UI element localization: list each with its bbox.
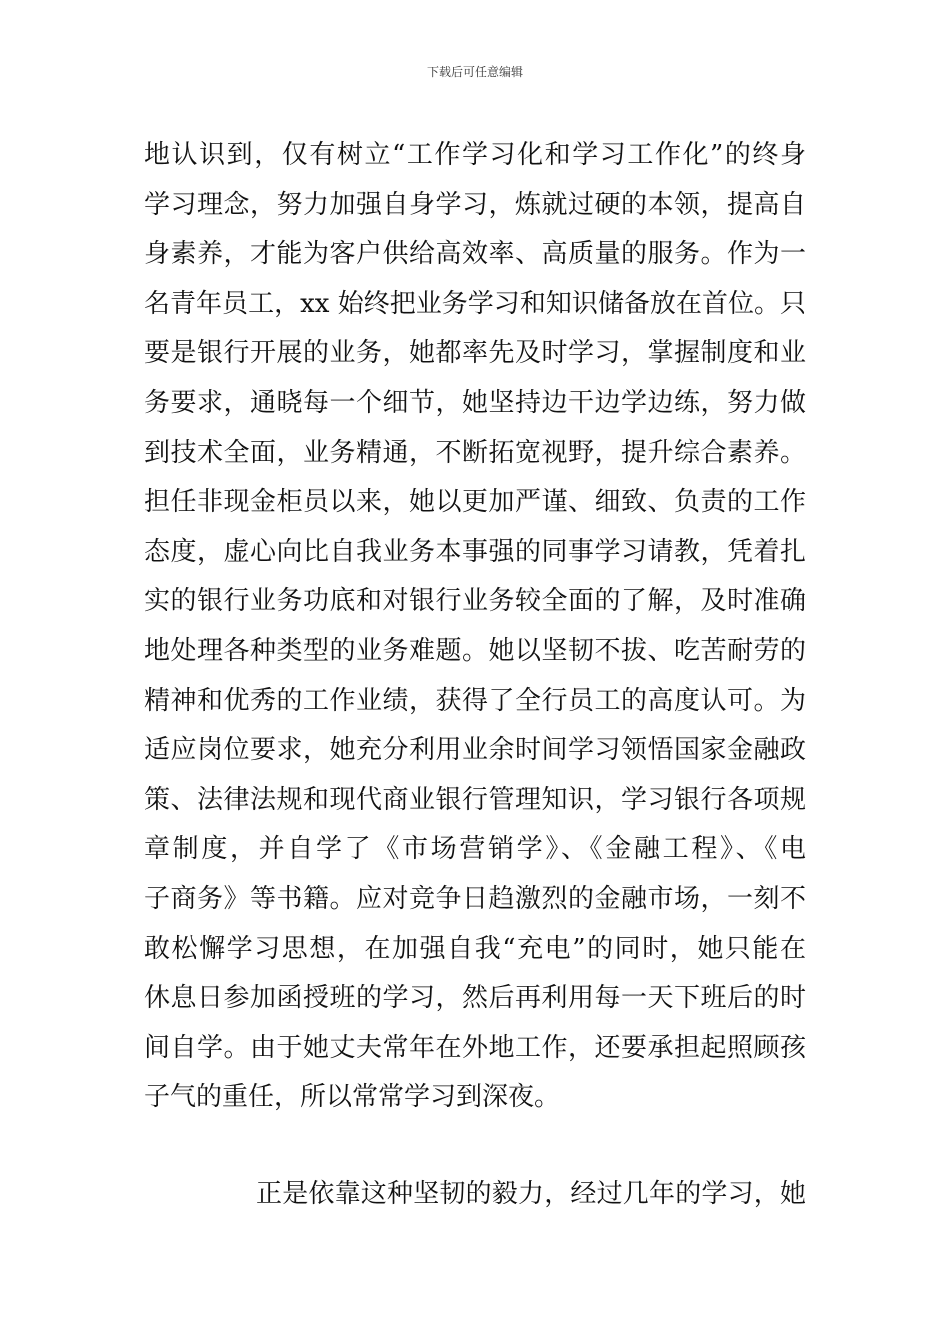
text-line: 子气的重任，所以常常学习到深夜。 xyxy=(144,1082,561,1113)
text-line: 态度，虚心向比自我业务本事强的同事学习请教，凭着扎 xyxy=(144,536,806,567)
text-line: 担任非现金柜员以来，她以更加严谨、细致、负责的工作 xyxy=(144,487,806,518)
body-paragraph-2 xyxy=(144,1170,806,1220)
text-line: 章制度，并自学了《市场营销学》、《金融工程》、《电 xyxy=(144,834,806,865)
page-header-note: 下载后可任意编辑 xyxy=(426,65,523,79)
text-line: 策、法律法规和现代商业银行管理知识，学习银行各项规 xyxy=(144,784,806,815)
text-line: 精神和优秀的工作业绩，获得了全行员工的高度认可。为 xyxy=(144,685,806,716)
text-line: 地认识到，仅有树立“工作学习化和学习工作化”的终身 xyxy=(144,140,806,170)
text-line: 要是银行开展的业务，她都率先及时学习，掌握制度和业 xyxy=(144,338,806,369)
text-line: 适应岗位要求，她充分利用业余时间学习领悟国家金融政 xyxy=(144,735,806,766)
text-line: 实的银行业务功底和对银行业务较全面的了解，及时准确 xyxy=(144,586,806,617)
text-line: 间自学。由于她丈夫常年在外地工作，还要承担起照顾孩 xyxy=(144,1032,806,1063)
text-line: 子商务》等书籍。应对竞争日趋激烈的金融市场，一刻不 xyxy=(144,883,806,914)
body-paragraph-1 xyxy=(144,131,806,1123)
text-line: 正是依靠这种坚韧的毅力，经过几年的学习，她 xyxy=(256,1179,806,1209)
text-line: 学习理念，努力加强自身学习，炼就过硬的本领，提高自 xyxy=(144,189,806,220)
text-line: 休息日参加函授班的学习，然后再利用每一天下班后的时 xyxy=(144,983,806,1014)
text-line: 到技术全面，业务精通，不断拓宽视野，提升综合素养。 xyxy=(144,437,806,468)
text-line: 身素养，才能为客户供给高效率、高质量的服务。作为一 xyxy=(144,239,806,270)
text-line: 敢松懈学习思想，在加强自我“充电”的同时，她只能在 xyxy=(144,933,806,964)
text-line: 务要求，通晓每一个细节，她坚持边干边学边练，努力做 xyxy=(144,387,806,418)
text-line: 地处理各种类型的业务难题。她以坚韧不拔、吃苦耐劳的 xyxy=(144,635,806,666)
text-line: 名青年员工，xx 始终把业务学习和知识储备放在首位。只 xyxy=(144,288,806,319)
